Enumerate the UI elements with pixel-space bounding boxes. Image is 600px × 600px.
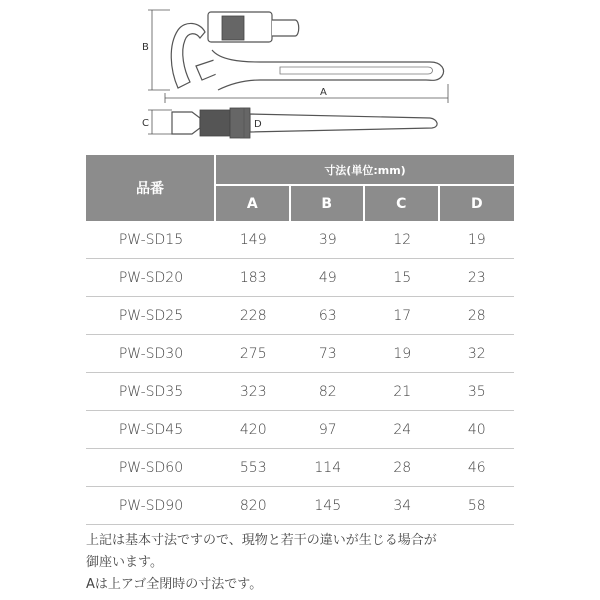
- cell-c: 15: [365, 259, 440, 297]
- dim-label-b: B: [142, 42, 149, 53]
- note-line: 御座います。: [86, 555, 163, 570]
- cell-b: 63: [291, 297, 366, 335]
- header-col-d: D: [440, 186, 515, 221]
- cell-a: 820: [216, 487, 291, 525]
- table-row: [86, 259, 514, 297]
- note-line: 上記は基本寸法ですので、現物と若干の違いが生じる場合が: [86, 533, 437, 548]
- cell-b: 73: [291, 335, 366, 373]
- notes: [86, 530, 546, 596]
- dimension-table: [86, 155, 514, 525]
- table-row: [86, 411, 514, 449]
- cell-model: PW-SD15: [86, 221, 216, 259]
- cell-a: 275: [216, 335, 291, 373]
- header-col-c: C: [365, 186, 440, 221]
- table-row: [86, 487, 514, 525]
- dim-label-c: C: [142, 118, 149, 129]
- cell-model: PW-SD20: [86, 259, 216, 297]
- note-line: Aは上アゴ全閉時の寸法です。: [86, 577, 263, 592]
- cell-d: 46: [440, 449, 515, 487]
- pipe-wrench-diagram: [130, 0, 470, 150]
- cell-d: 40: [440, 411, 515, 449]
- cell-c: 17: [365, 297, 440, 335]
- table-row: [86, 297, 514, 335]
- cell-model: PW-SD45: [86, 411, 216, 449]
- table-row: [86, 221, 514, 259]
- cell-a: 228: [216, 297, 291, 335]
- cell-b: 39: [291, 221, 366, 259]
- cell-d: 28: [440, 297, 515, 335]
- cell-d: 35: [440, 373, 515, 411]
- table-row: [86, 335, 514, 373]
- cell-d: 23: [440, 259, 515, 297]
- dim-label-a: A: [320, 87, 327, 98]
- cell-c: 12: [365, 221, 440, 259]
- cell-b: 114: [291, 449, 366, 487]
- cell-a: 420: [216, 411, 291, 449]
- cell-a: 149: [216, 221, 291, 259]
- cell-a: 323: [216, 373, 291, 411]
- cell-b: 82: [291, 373, 366, 411]
- cell-model: PW-SD25: [86, 297, 216, 335]
- cell-d: 58: [440, 487, 515, 525]
- cell-a: 183: [216, 259, 291, 297]
- cell-model: PW-SD35: [86, 373, 216, 411]
- pipe-wrench-drawing: [130, 0, 470, 150]
- cell-a: 553: [216, 449, 291, 487]
- cell-c: 34: [365, 487, 440, 525]
- header-col-a: A: [216, 186, 291, 221]
- cell-c: 24: [365, 411, 440, 449]
- dim-label-d: D: [254, 119, 262, 130]
- cell-model: PW-SD60: [86, 449, 216, 487]
- cell-b: 49: [291, 259, 366, 297]
- header-dimensions-group: 寸法(単位:mm): [216, 155, 514, 186]
- cell-d: 32: [440, 335, 515, 373]
- cell-c: 19: [365, 335, 440, 373]
- table-row: [86, 373, 514, 411]
- cell-b: 97: [291, 411, 366, 449]
- cell-model: PW-SD90: [86, 487, 216, 525]
- cell-b: 145: [291, 487, 366, 525]
- header-model: 品番: [86, 155, 216, 221]
- header-col-b: B: [291, 186, 366, 221]
- cell-c: 21: [365, 373, 440, 411]
- cell-model: PW-SD30: [86, 335, 216, 373]
- table-row: [86, 449, 514, 487]
- cell-c: 28: [365, 449, 440, 487]
- cell-d: 19: [440, 221, 515, 259]
